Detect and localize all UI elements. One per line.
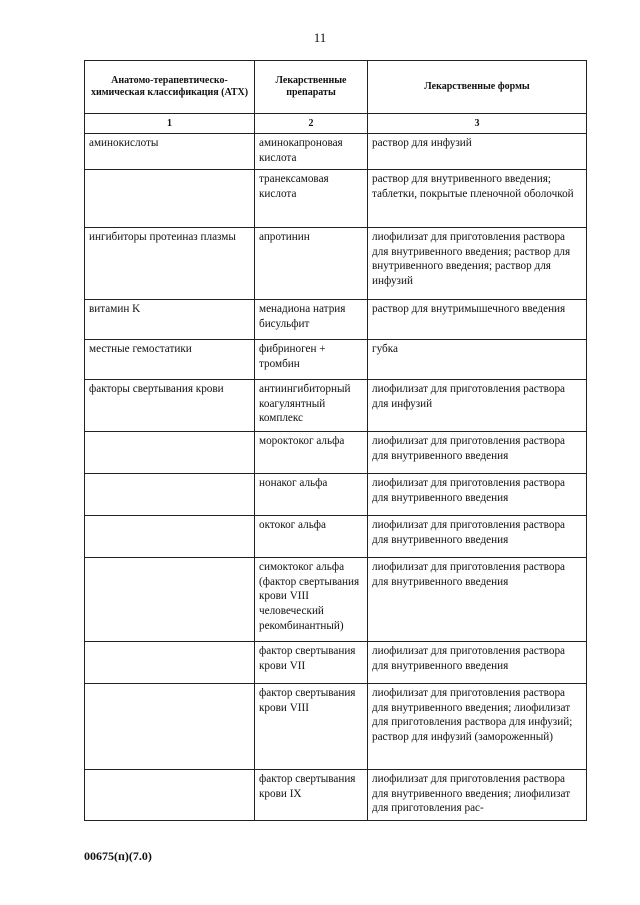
drug-cell: аминокапроновая кислота	[255, 134, 368, 170]
form-cell: лиофилизат для приготовления раствора для внутривенного введения; лиофилизат для приготовления рас-	[368, 770, 587, 821]
drug-cell: антиингибиторный коагулянтный комплекс	[255, 380, 368, 432]
table-row	[85, 516, 587, 558]
atx-cell: ингибиторы протеиназ плазмы	[85, 228, 255, 300]
atx-cell	[85, 474, 255, 516]
form-cell: лиофилизат для приготовления раствора для внутривенного введения	[368, 558, 587, 642]
atx-cell	[85, 684, 255, 770]
header-atx: Анатомо-терапевтическо-химическая классификация (АТХ)	[85, 61, 255, 114]
atx-cell: витамин K	[85, 300, 255, 340]
form-cell: лиофилизат для приготовления раствора для внутривенного введения	[368, 432, 587, 474]
column-number-2: 2	[255, 114, 368, 134]
atx-cell: факторы свертывания крови	[85, 380, 255, 432]
form-cell: раствор для инфузий	[368, 134, 587, 170]
table-row	[85, 642, 587, 684]
form-cell: раствор для внутримышечного введения	[368, 300, 587, 340]
table-header-row	[85, 61, 587, 114]
drug-cell: транексамовая кислота	[255, 170, 368, 228]
atx-cell	[85, 432, 255, 474]
table-row	[85, 228, 587, 300]
table-row	[85, 432, 587, 474]
header-drug: Лекарственные препараты	[255, 61, 368, 114]
drug-cell: фактор свертывания крови VII	[255, 642, 368, 684]
atx-cell: аминокислоты	[85, 134, 255, 170]
form-cell: лиофилизат для приготовления раствора для внутривенного введения	[368, 516, 587, 558]
drug-cell: фактор свертывания крови IX	[255, 770, 368, 821]
atx-cell	[85, 770, 255, 821]
drug-cell: апротинин	[255, 228, 368, 300]
form-cell: лиофилизат для приготовления раствора для внутривенного введения	[368, 642, 587, 684]
table-row	[85, 684, 587, 770]
table-row	[85, 380, 587, 432]
form-cell: губка	[368, 340, 587, 380]
table-row	[85, 134, 587, 170]
drug-cell: фибриноген + тромбин	[255, 340, 368, 380]
page-number: 11	[313, 30, 327, 45]
document-code: 00675(п)(7.0)	[84, 849, 152, 863]
atx-cell	[85, 558, 255, 642]
header-form: Лекарственные формы	[368, 61, 587, 114]
form-cell: лиофилизат для приготовления раствора для внутривенного введения	[368, 474, 587, 516]
atx-cell	[85, 516, 255, 558]
table-row	[85, 474, 587, 516]
drug-cell: октоког альфа	[255, 516, 368, 558]
drug-cell: менадиона натрия бисульфит	[255, 300, 368, 340]
atx-cell	[85, 642, 255, 684]
drug-table	[84, 60, 587, 821]
form-cell: лиофилизат для приготовления раствора для инфузий	[368, 380, 587, 432]
table-row	[85, 558, 587, 642]
drug-cell: симоктоког альфа (фактор свертывания крови VIII человеческий рекомбинантный)	[255, 558, 368, 642]
drug-cell: фактор свертывания крови VIII	[255, 684, 368, 770]
form-cell: лиофилизат для приготовления раствора для внутривенного введения; лиофилизат для приготовления раствора для инфузий; раствор для инфузий (замороженный)	[368, 684, 587, 770]
atx-cell	[85, 170, 255, 228]
form-cell: раствор для внутривенного введения; таблетки, покрытые пленочной оболочкой	[368, 170, 587, 228]
drug-cell: нонаког альфа	[255, 474, 368, 516]
drug-cell: мороктоког альфа	[255, 432, 368, 474]
column-number-row	[85, 114, 587, 134]
table-row	[85, 300, 587, 340]
table-row	[85, 170, 587, 228]
table-row	[85, 770, 587, 821]
column-number-3: 3	[368, 114, 587, 134]
atx-cell: местные гемостатики	[85, 340, 255, 380]
form-cell: лиофилизат для приготовления раствора для внутривенного введения; раствор для внутривенного введения; раствор для инфузий	[368, 228, 587, 300]
table-row	[85, 340, 587, 380]
column-number-1: 1	[85, 114, 255, 134]
